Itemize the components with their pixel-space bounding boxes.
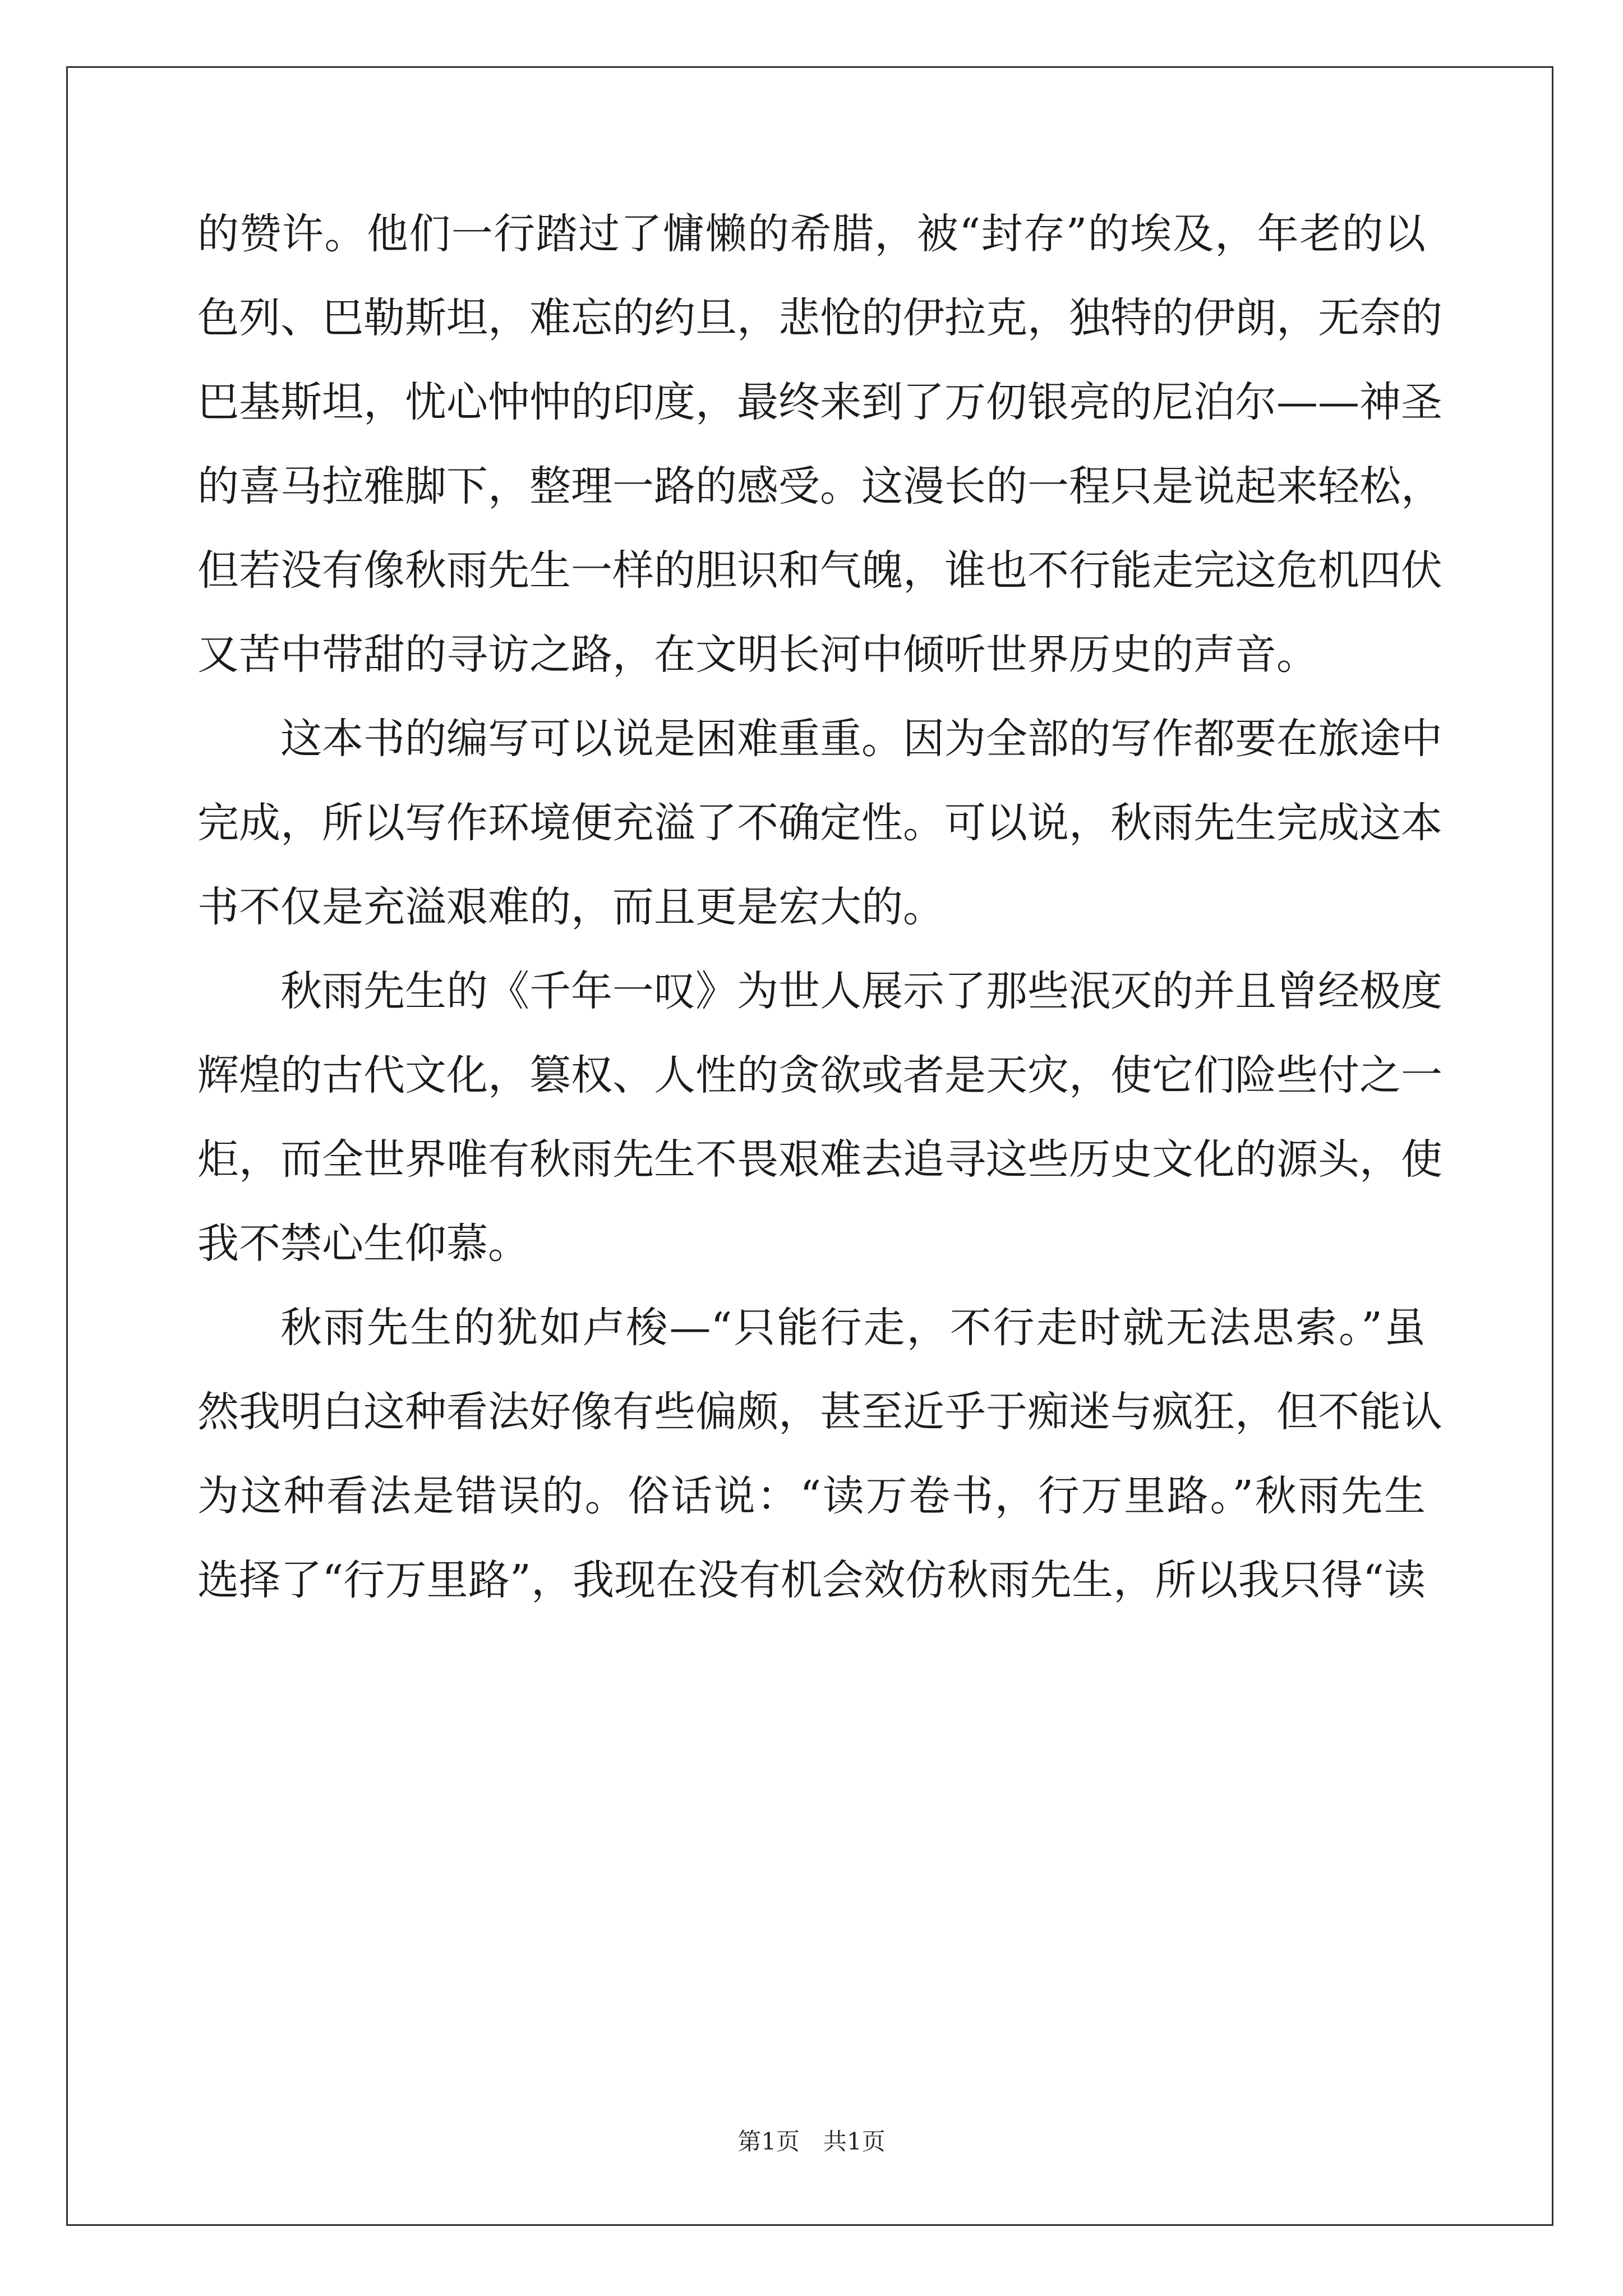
text-line: 又苦中带甜的寻访之路，在文明长河中倾听世界历史的声音。	[197, 631, 1318, 679]
text-line: 为这种看法是错误的。俗话说：“读万卷书，行万里路。”秋雨先生	[197, 1472, 1426, 1520]
text-line: 然我明白这种看法好像有些偏颇，甚至近乎于痴迷与疯狂，但不能认	[197, 1388, 1442, 1436]
text-line: 秋雨先生的犹如卢梭—“只能行走，不行走时就无法思索。”虽	[280, 1304, 1426, 1352]
text-line: 选择了“行万里路”，我现在没有机会效仿秋雨先生，所以我只得“读	[197, 1556, 1426, 1604]
text-line: 我不禁心生仰慕。	[197, 1220, 529, 1268]
text-line: 的喜马拉雅脚下，整理一路的感受。这漫长的一程只是说起来轻松，	[197, 462, 1442, 510]
page-footer: 第1页 共1页	[737, 2128, 886, 2155]
text-line: 炬，而全世界唯有秋雨先生不畏艰难去追寻这些历史文化的源头，使	[197, 1135, 1442, 1184]
document-body	[197, 210, 1442, 1644]
text-line: 巴基斯坦，忧心忡忡的印度，最终来到了万仞银亮的尼泊尔——神圣	[197, 378, 1442, 426]
paragraph-1	[197, 210, 1442, 679]
paragraph-3	[197, 967, 1442, 1268]
paragraph-4	[197, 1304, 1442, 1604]
text-line: 这本书的编写可以说是困难重重。因为全部的写作都要在旅途中	[280, 715, 1442, 763]
text-line: 辉煌的古代文化，篡权、人性的贪欲或者是天灾，使它们险些付之一	[197, 1051, 1442, 1099]
paragraph-2	[197, 715, 1442, 931]
text-line: 但若没有像秋雨先生一样的胆识和气魄，谁也不行能走完这危机四伏	[197, 546, 1442, 595]
text-line: 完成，所以写作环境便充溢了不确定性。可以说，秋雨先生完成这本	[197, 799, 1442, 847]
text-line: 的赞许。他们一行踏过了慵懒的希腊，被“封存”的埃及，年老的以	[197, 210, 1426, 258]
text-line: 秋雨先生的《千年一叹》为世人展示了那些泯灭的并且曾经极度	[280, 967, 1442, 1015]
text-line: 书不仅是充溢艰难的，而且更是宏大的。	[197, 883, 944, 931]
text-line: 色列、巴勒斯坦，难忘的约旦，悲怆的伊拉克，独特的伊朗，无奈的	[197, 294, 1442, 342]
